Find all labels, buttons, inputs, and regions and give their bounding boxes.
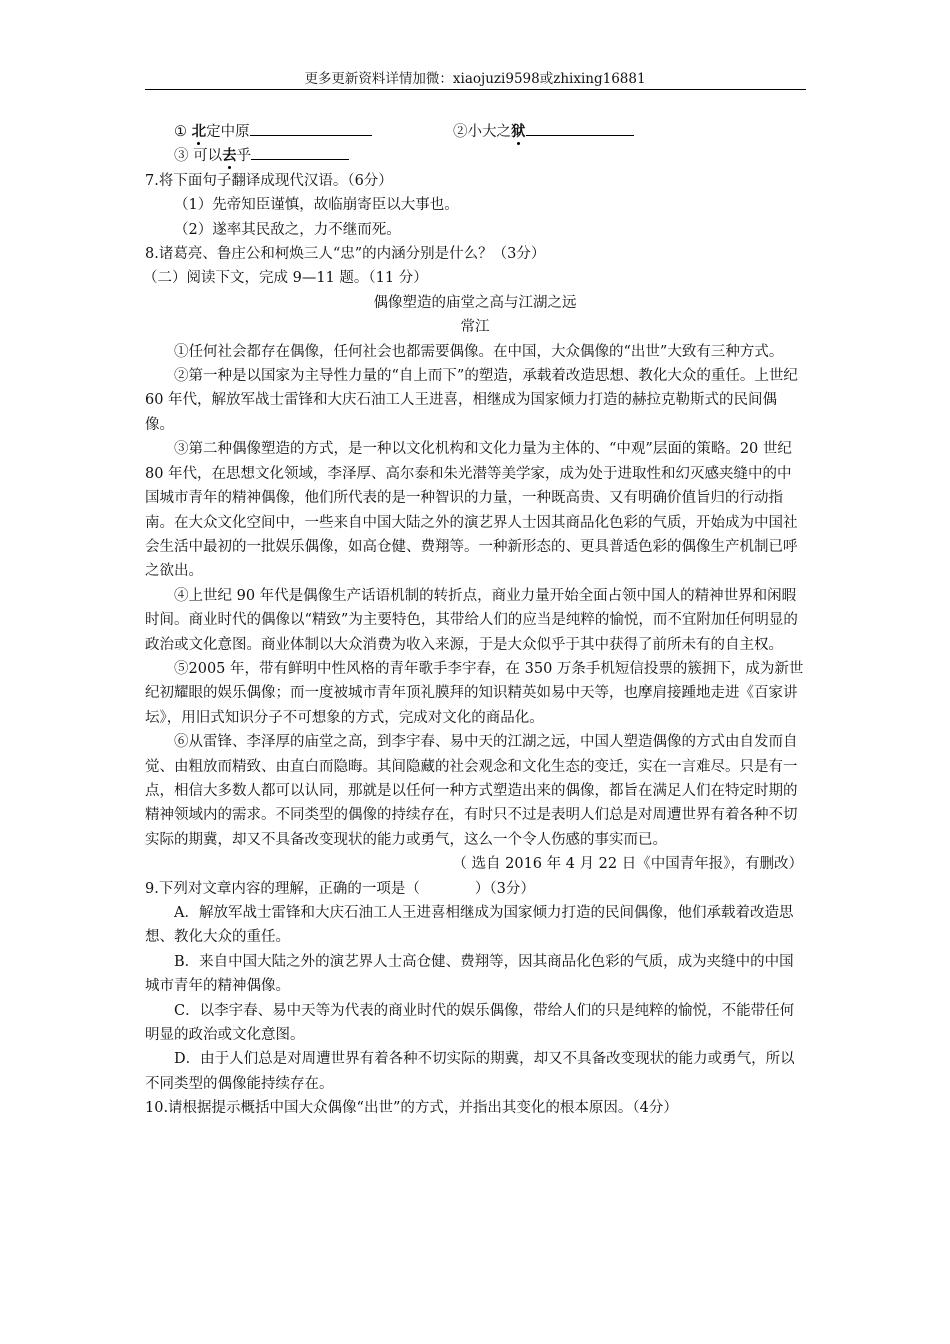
q9-prompt-score: ）（3分）: [474, 880, 535, 897]
q6-item-2-keyword: 狱: [511, 123, 526, 140]
article-source: （ 选自 2016 年 4 月 22 日《中国青年报》，有删改）: [452, 856, 803, 873]
page-header: 更多更新资料详情加微：xiaojuzi9598或zhixing16881: [304, 71, 646, 87]
q6-item-1-text: 定中原: [206, 124, 250, 140]
q6-item-1: [174, 120, 453, 144]
q6-item-1-blank[interactable]: [250, 121, 372, 136]
q9-option-b: B．来自中国大陆之外的演艺界人士高仓健、费翔等，因其商品化色彩的气质，成为夹缝中的中国城市青年的精神偶像。: [145, 953, 794, 995]
q9-prompt: [145, 877, 805, 901]
article-paragraph-6: ⑥从雷锋、李泽厚的庙堂之高，到李宇春、易中天的江湖之远，中国人塑造偶像的方式由自发而自觉、由粗放而精致、由直白而隐晦。其间隐藏的社会观念和文化生态的变迁，实在一言难尽。只是有一点，相信大多数人都可以认同，那就是以任何一种方式塑造出来的偶像，都旨在满足人们在特定时期的精神领域内的需求。不同类型的偶像的持续存在，有时只不过是表明人们总是对周遭世界有着各种不切实际的期冀，却又不具备改变现状的能力或勇气，这么一个令人伤感的事实而已。: [145, 734, 798, 848]
q9-option-c: C．以李宇春、易中天等为代表的商业时代的娱乐偶像，带给人们的只是纯粹的愉悦，不能带任何明显的政治或文化意图。: [145, 1002, 795, 1044]
q6-row-2: [145, 144, 805, 168]
q6-item-3-text: ③ 可以: [174, 148, 223, 165]
article-paragraph-1: ①任何社会都存在偶像，任何社会也都需要偶像。在中国，大众偶像的“出世”大致有三种方式。: [174, 343, 784, 360]
q6-item-2-blank[interactable]: [526, 121, 634, 136]
article-paragraph-2: ②第一种是以国家为主导性力量的“自上而下”的塑造，承载着改造思想、教化大众的重任。上世纪 60 年代，解放军战士雷锋和大庆石油工人王进喜，相继成为国家倾力打造的赫拉克勒斯式的民间偶像。: [145, 368, 798, 433]
q7-sentence-1: （1）先帝知臣谨慎，故临崩寄臣以大事也。: [174, 197, 459, 214]
q6-item-3-blank[interactable]: [251, 145, 349, 160]
q7-sentence-2: （2）遂率其民敌之，力不继而死。: [174, 221, 401, 238]
article-paragraph-4: ④上世纪 90 年代是偶像生产话语机制的转折点，商业力量开始全面占领中国人的精神世界和闲暇时间。商业时代的偶像以“精致”为主要特色，其带给人们的应当是纯粹的愉悦，而不宜附加任何明显的政治或文化意图。商业体制以大众消费为收入来源，于是大众似乎于其中获得了前所未有的自主权。: [145, 587, 798, 653]
q6-item-1-keyword: 北: [191, 123, 207, 140]
q9-option-a: A．解放军战士雷锋和大庆石油工人王进喜相继成为国家倾力打造的民间偶像，他们承载着改造思想、教化大众的重任。: [145, 905, 794, 946]
q10-prompt: 10.请根据提示概括中国大众偶像“出世”的方式，并指出其变化的根本原因。（4分）: [145, 1100, 678, 1117]
article-title: 偶像塑造的庙堂之高与江湖之远: [373, 294, 577, 311]
q8-prompt: 8.诸葛亮、鲁庄公和柯焕三人“忠”的内涵分别是什么？（3分）: [145, 246, 546, 263]
q6-item-1-number: ①: [174, 124, 187, 140]
q6-item-3-rest: 乎: [236, 148, 252, 165]
q6-item-2-text: ②小大之: [453, 124, 511, 140]
q9-option-d: D．由于人们总是对周遭世界有着各种不切实际的期冀，却又不具备改变现状的能力或勇气，所以不同类型的偶像能持续存在。: [145, 1051, 795, 1092]
q9-prompt-text: 9.下列对文章内容的理解，正确的一项是（: [145, 880, 420, 897]
q6-item-3-keyword: 去: [222, 147, 237, 165]
article-author: 常江: [460, 319, 490, 336]
article-paragraph-3: ③第二种偶像塑造的方式，是一种以文化机构和文化力量为主体的、“中观”层面的策略。20 世纪 80 年代，在思想文化领域，李泽厚、高尔泰和朱光潜等美学家，成为处于进取性和幻灭感夹缝中的中国城市青年的精神偶像，他们所代表的是一种智识的力量，一种既高贵、又有明确价值旨归的行动指南。在大众文化空间中，一些来自中国大陆之外的演艺界人士因其商品化色彩的气质，开始成为中国社会生活中最初的一批娱乐偶像，如高仓健、费翔等。一种新形态的、更具普适色彩的偶像生产机制已呼之欲出。: [145, 441, 798, 580]
q6-item-2: [453, 124, 634, 140]
article-paragraph-5: ⑤2005 年，带有鲜明中性风格的青年歌手李宇春，在 350 万条手机短信投票的簇拥下，成为新世纪初耀眼的娱乐偶像；而一度被城市青年顶礼膜拜的知识精英如易中天等，也摩肩接踵地走进《百家讲坛》，用旧式知识分子不可想象的方式，完成对文化的商品化。: [145, 660, 804, 726]
q6-row-1: [145, 120, 805, 144]
header-divider: [145, 89, 806, 90]
q7-prompt: 7.将下面句子翻译成现代汉语。（6分）: [145, 172, 393, 189]
document-body: [145, 120, 805, 1121]
section-2-intro: （二）阅读下文，完成 9—11 题。（11 分）: [143, 270, 428, 287]
